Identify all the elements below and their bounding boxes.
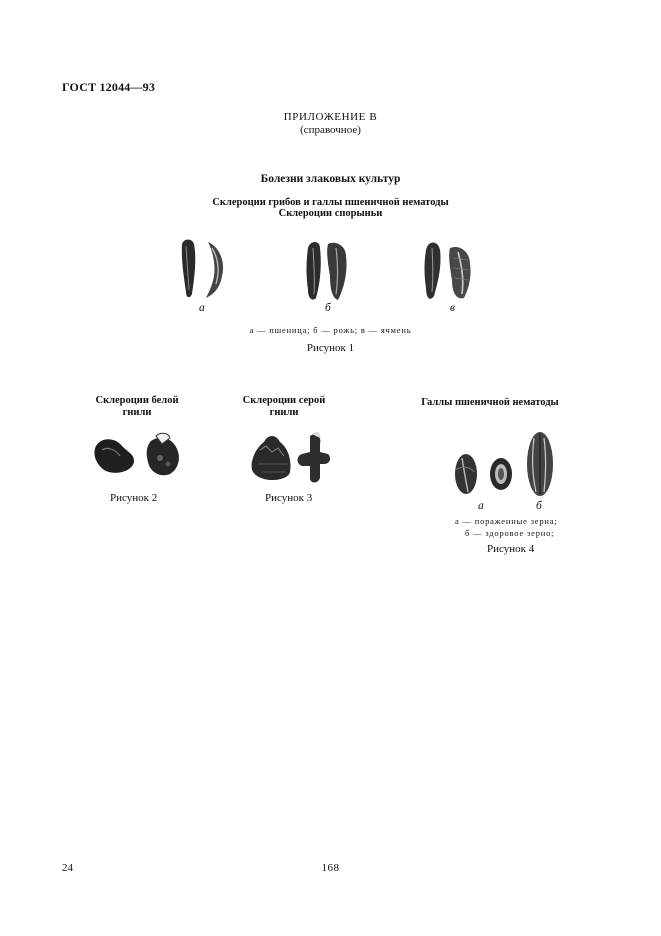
figure1-letter-a: а (199, 302, 205, 314)
figure4-label: Рисунок 4 (487, 543, 535, 555)
document-code: ГОСТ 12044—93 (62, 80, 156, 94)
figure3-heading (232, 395, 336, 419)
figure3-heading-line1: Склероции серой (242, 395, 326, 406)
figure2-heading-line1: Склероции белой (95, 395, 179, 406)
figure4-legend-line1: а — пораженные зерна; (455, 516, 558, 526)
appendix-title: ПРИЛОЖЕНИЕ В (283, 111, 378, 123)
figure4-heading: Галлы пшеничной нематоды (421, 397, 559, 408)
figure1-label: Рисунок 1 (306, 342, 355, 354)
figure4-legend-line2: б — здоровое зерно; (465, 528, 555, 538)
grey-rot-sclerotia-illustration (248, 430, 334, 486)
ergot-barley-illustration (420, 238, 480, 302)
figure4-letter-b: б (536, 500, 542, 512)
figure2-heading-line2: гнили (122, 407, 152, 418)
figure1-legend: а — пшеница; б — рожь; в — ячмень (249, 325, 412, 335)
page-number-center: 168 (321, 862, 340, 874)
page-number-left: 24 (62, 862, 73, 874)
section-subtitle-2: Склероции спорыньи (278, 208, 383, 219)
ergot-wheat-illustration (178, 236, 234, 300)
figure3-label: Рисунок 3 (265, 492, 313, 504)
section-title: Болезни злаковых культур (260, 173, 401, 185)
appendix-subtitle: (справочное) (300, 124, 361, 136)
figure1-letter-b: б (325, 302, 331, 314)
figure1-letter-c: в (450, 302, 455, 314)
figure2-heading (82, 395, 192, 419)
white-rot-sclerotia-illustration (92, 432, 186, 480)
nematode-galls-illustration (448, 430, 558, 500)
ergot-rye-illustration (302, 238, 358, 302)
figure2-label: Рисунок 2 (110, 492, 158, 504)
figure4-letter-a: а (478, 500, 484, 512)
section-subtitle-1: Склероции грибов и галлы пшеничной нематоды (212, 197, 449, 208)
figure3-heading-line2: гнили (269, 407, 299, 418)
